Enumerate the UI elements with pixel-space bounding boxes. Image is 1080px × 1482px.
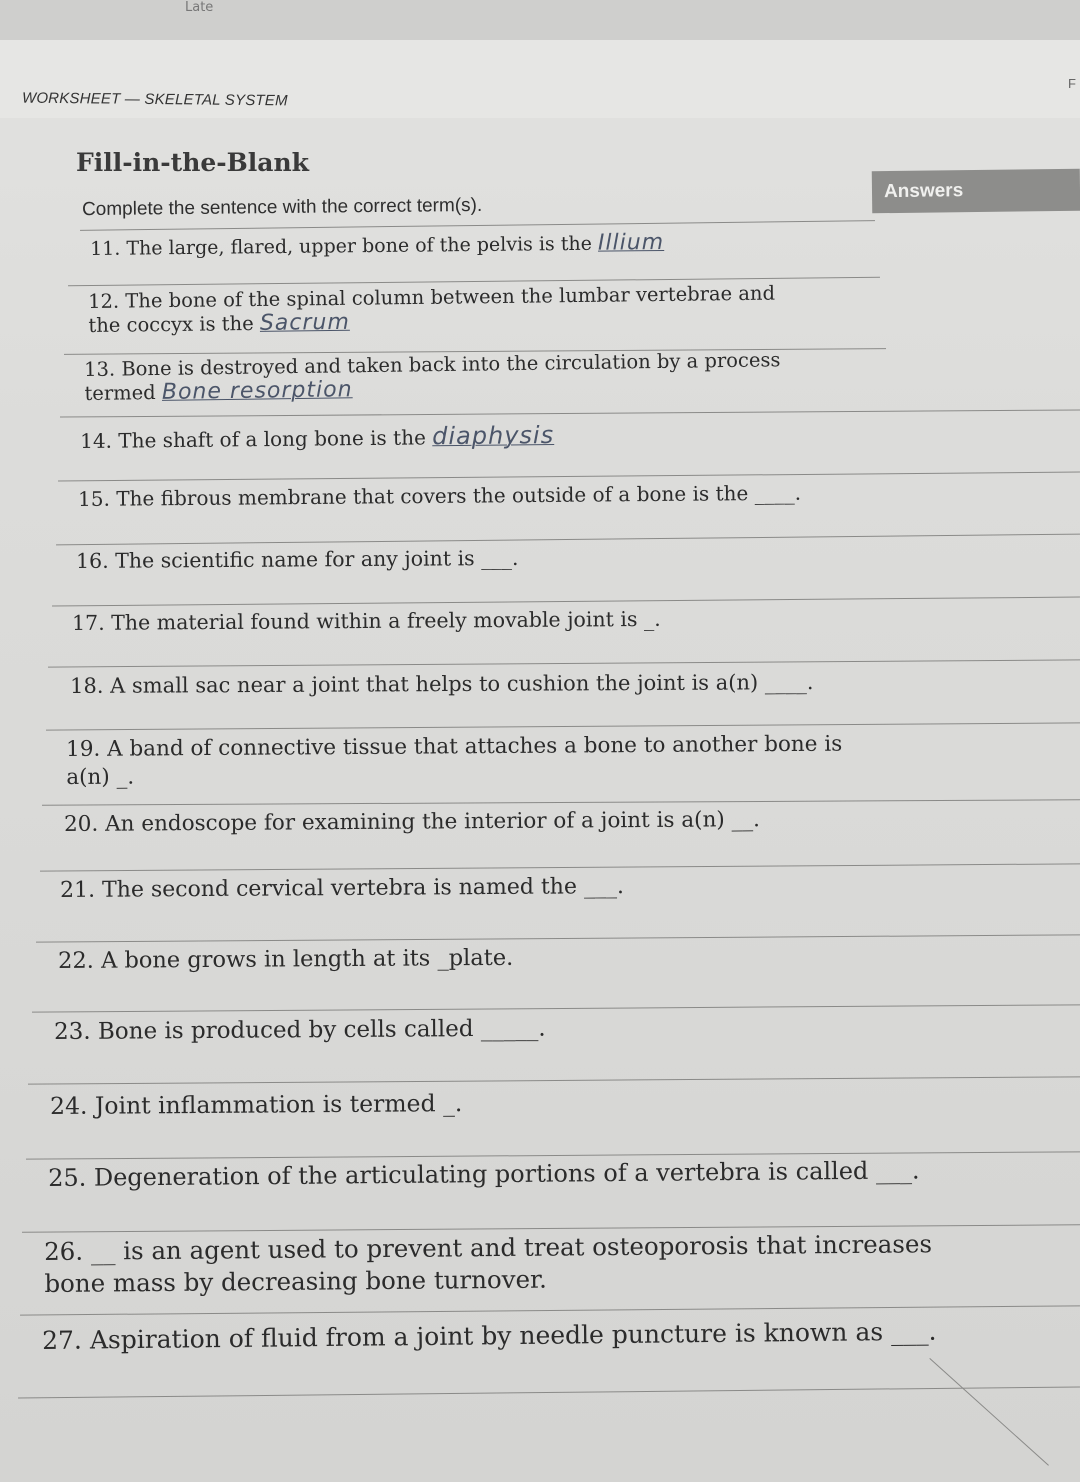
question-18: 18. A small sac near a joint that helps to cushion the joint is a(n) ____. <box>70 670 814 698</box>
answer-line <box>56 534 1080 546</box>
question-text-line2: termed <box>84 381 156 405</box>
answer-line <box>60 409 1080 417</box>
question-text: 12. The bone of the spinal column between the lumbar vertebrae and <box>88 281 776 313</box>
section-title: Fill-in-the-Blank <box>76 148 309 177</box>
instruction-rule <box>80 220 875 231</box>
answer-line <box>36 934 1080 942</box>
question-16: 16. The scientific name for any joint is ___. <box>76 545 519 573</box>
question-17: 17. The material found within a freely movable joint is _. <box>72 606 661 635</box>
question-text: 11. The large, flared, upper bone of the pelvis is the <box>90 232 593 260</box>
question-27: 27. Aspiration of fluid from a joint by needle puncture is known as ___. <box>42 1316 937 1355</box>
answer-line <box>46 722 1080 730</box>
question-22: 22. A bone grows in length at its _plate. <box>58 944 514 974</box>
previous-page-strip <box>0 0 1080 40</box>
question-text-line2: a(n) _. <box>66 764 135 790</box>
question-14 <box>80 421 554 454</box>
question-11 <box>90 230 664 261</box>
question-15: 15. The fibrous membrane that covers the outside of a bone is the ____. <box>78 480 802 511</box>
question-21: 21. The second cervical vertebra is named the ___. <box>60 874 625 903</box>
answer-line <box>18 1386 1080 1398</box>
question-text: 19. A band of connective tissue that attaches a bone to another bone is <box>66 731 843 762</box>
question-19 <box>66 731 842 792</box>
answer-line <box>26 1151 1080 1159</box>
question-24: 24. Joint inflammation is termed _. <box>50 1089 463 1120</box>
question-text: 14. The shaft of a long bone is the <box>80 425 426 453</box>
answers-tab-label: Answers <box>883 180 964 203</box>
top-scribble: Late <box>185 0 214 15</box>
handwritten-answer: diaphysis <box>432 421 555 451</box>
answer-line <box>58 472 1080 482</box>
question-25: 25. Degeneration of the articulating portions of a vertebra is called ___. <box>48 1156 920 1192</box>
answer-line <box>32 1004 1080 1012</box>
handwritten-answer: Illium <box>597 229 665 256</box>
handwritten-answer: Bone resorption <box>161 377 353 405</box>
answer-line <box>20 1305 1080 1315</box>
handwritten-answer: Sacrum <box>259 309 350 336</box>
stray-pen-stroke <box>929 1358 1049 1466</box>
question-text: 26. __ is an agent used to prevent and treat osteoporosis that increases <box>44 1229 933 1266</box>
question-13 <box>84 348 781 406</box>
question-text-line2: bone mass by decreasing bone turnover. <box>44 1264 548 1298</box>
question-26 <box>44 1228 932 1300</box>
question-20: 20. An endoscope for examining the interior of a joint is a(n) __. <box>64 807 761 837</box>
answers-tab <box>872 169 1080 214</box>
question-23: 23. Bone is produced by cells called _____. <box>54 1015 546 1045</box>
answer-line <box>48 659 1080 667</box>
running-head: WORKSHEET — SKELETAL SYSTEM <box>21 89 288 110</box>
answer-line <box>40 863 1080 871</box>
answer-line <box>52 597 1080 607</box>
answer-line <box>42 799 1080 805</box>
question-text: 13. Bone is destroyed and taken back into the circulation by a process <box>84 348 781 381</box>
answer-line <box>28 1076 1080 1084</box>
question-12 <box>88 282 775 338</box>
corner-letter: F <box>1068 76 1076 91</box>
question-text-line2: the coccyx is the <box>88 311 254 337</box>
instruction-text: Complete the sentence with the correct term(s). <box>81 194 483 221</box>
